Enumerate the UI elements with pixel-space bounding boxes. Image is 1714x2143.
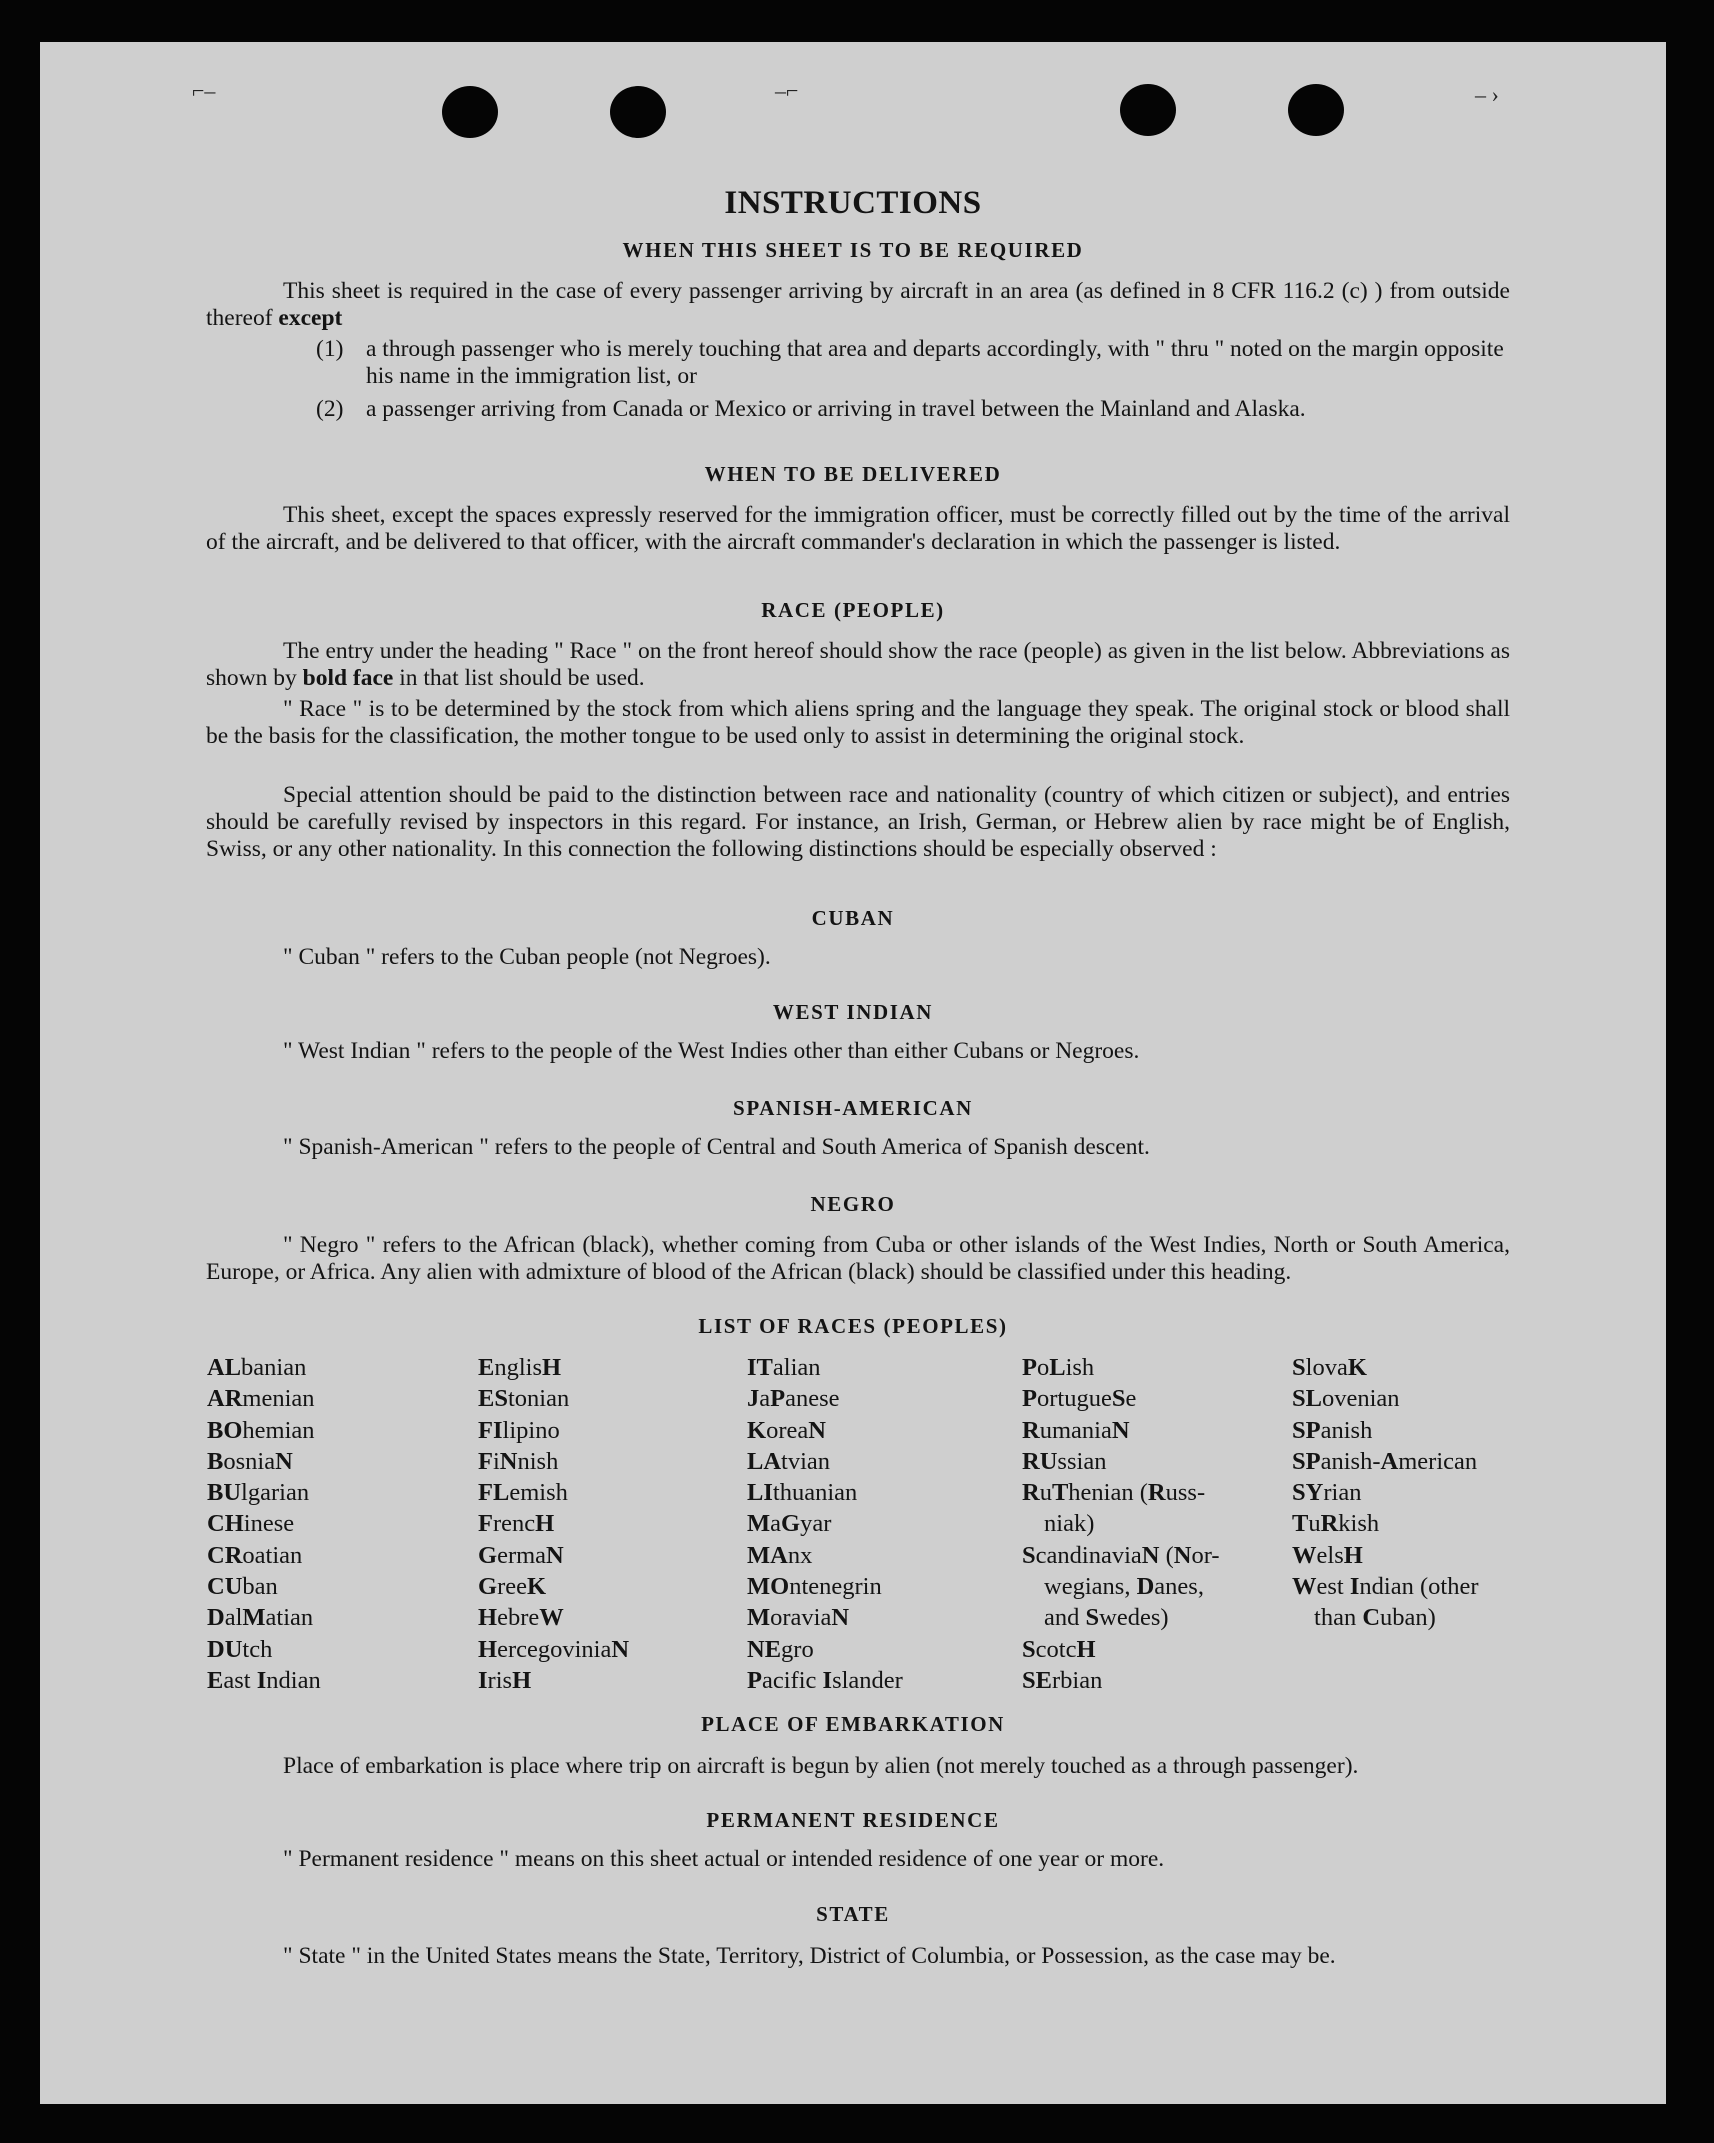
cuban-text: " Cuban " refers to the Cuban people (not Negroes).	[283, 944, 771, 970]
race-entry: niak)	[1044, 1510, 1095, 1538]
punch-hole	[442, 86, 498, 138]
race-entry: JaPanese	[747, 1385, 840, 1413]
spanish-american-text: " Spanish-American " refers to the people of Central and South America of Spanish descent.	[283, 1134, 1150, 1160]
heading-race: RACE (PEOPLE)	[761, 598, 945, 622]
heading-spanish-american: SPANISH-AMERICAN	[733, 1096, 973, 1120]
race-entry: NEgro	[747, 1635, 814, 1663]
race-paragraph-1: The entry under the heading " Race " on the front hereof should show the race (people) as given in the list below. Abbreviations as shown by bold face in that list should be used.	[206, 638, 1510, 691]
race-entry: RumaniaN	[1022, 1416, 1130, 1444]
embarkation-text: Place of embarkation is place where trip on aircraft is begun by alien (not merely touched as a through passenger).	[283, 1753, 1359, 1779]
race-entry: TuRkish	[1292, 1510, 1380, 1538]
heading-residence: PERMANENT RESIDENCE	[706, 1808, 1000, 1832]
punch-hole	[610, 86, 666, 138]
race-entry: CRoatian	[207, 1541, 303, 1569]
heading-delivered: WHEN TO BE DELIVERED	[704, 462, 1002, 486]
races-column-2	[478, 1352, 629, 1696]
races-column-3	[747, 1352, 903, 1696]
required-intro: This sheet is required in the case of every passenger arriving by aircraft in an area (as defined in 8 CFR 116.2 (c) ) from outside thereof except	[206, 278, 1510, 331]
race-entry: HercegoviniaN	[478, 1635, 630, 1663]
document-sheet	[40, 42, 1666, 2104]
staple-mark: ⌐‒	[192, 78, 216, 103]
race-entry: ARmenian	[207, 1385, 315, 1413]
race-entry: WelsH	[1292, 1541, 1363, 1569]
race-entry: GreeK	[478, 1573, 547, 1601]
race-entry: West Indian (other	[1292, 1573, 1479, 1601]
race-entry: FrencH	[478, 1510, 555, 1538]
race-entry: SLovenian	[1292, 1385, 1400, 1413]
race-entry: than Cuban)	[1314, 1604, 1436, 1632]
page-title: INSTRUCTIONS	[724, 185, 982, 221]
race-entry: MAnx	[747, 1541, 813, 1569]
staple-mark: ‒ ›	[1475, 82, 1499, 107]
races-column-4	[1022, 1352, 1220, 1696]
race-entry: DalMatian	[207, 1604, 314, 1632]
race-entry: RUssian	[1022, 1447, 1107, 1475]
race-paragraph-3: Special attention should be paid to the distinction between race and nationality (country of which citizen or subject), and entries should be carefully revised by inspectors in this regard. For instance, an Irish, German, or Hebrew alien by race might be of English, Swiss, or any other nationality. In this connection the following distinctions should be especially observed :	[206, 782, 1510, 862]
heading-cuban: CUBAN	[811, 906, 895, 930]
race-entry: BosniaN	[207, 1447, 293, 1475]
race-entry: and Swedes)	[1044, 1604, 1169, 1632]
race-entry: MoraviaN	[747, 1604, 850, 1632]
race-entry: ScotcH	[1022, 1635, 1096, 1663]
race-entry: IrisH	[478, 1666, 532, 1694]
races-column-1	[207, 1352, 321, 1696]
delivered-text: This sheet, except the spaces expressly reserved for the immigration officer, must be correctly filled out by the time of the arrival of the aircraft, and be delivered to that officer, with the aircraft commander's declaration in which the passenger is listed.	[206, 502, 1510, 555]
race-entry: EStonian	[478, 1385, 570, 1413]
negro-text: " Negro " refers to the African (black), whether coming from Cuba or other islands of the West Indies, North or South America, Europe, or Africa. Any alien with admixture of blood of the African (black) should be classified under this heading.	[206, 1232, 1510, 1285]
heading-west-indian: WEST INDIAN	[772, 1000, 934, 1024]
race-entry: MOntenegrin	[747, 1573, 882, 1601]
races-column-5	[1292, 1352, 1479, 1634]
heading-state: STATE	[816, 1902, 890, 1926]
west-indian-text: " West Indian " refers to the people of the West Indies other than either Cubans or Negroes.	[283, 1038, 1140, 1064]
staple-mark: ‒⌐	[775, 78, 799, 103]
race-paragraph-2: " Race " is to be determined by the stock from which aliens spring and the language they speak. The original stock or blood shall be the basis for the classification, the mother tongue to be used only to assist in determining the original stock.	[206, 696, 1510, 749]
residence-text: " Permanent residence " means on this sheet actual or intended residence of one year or more.	[283, 1846, 1165, 1872]
race-entry: CHinese	[207, 1510, 295, 1538]
state-text: " State " in the United States means the State, Territory, District of Columbia, or Possession, as the case may be.	[283, 1943, 1336, 1969]
race-entry: Pacific Islander	[747, 1666, 903, 1694]
heading-required: WHEN THIS SHEET IS TO BE REQUIRED	[622, 238, 1084, 262]
race-entry: East Indian	[207, 1666, 321, 1694]
race-entry: PoLish	[1022, 1354, 1095, 1381]
race-entry: wegians, Danes,	[1044, 1573, 1204, 1601]
race-entry: SPanish	[1292, 1416, 1373, 1444]
race-entry: MaGyar	[747, 1510, 832, 1538]
race-entry: SlovaK	[1292, 1354, 1367, 1381]
race-entry: SYrian	[1292, 1479, 1362, 1507]
race-entry: KoreaN	[747, 1416, 826, 1444]
race-entry: SPanish-American	[1292, 1447, 1478, 1475]
race-entry: ITalian	[747, 1354, 821, 1381]
race-entry: EnglisH	[478, 1354, 562, 1381]
heading-list-of-races: LIST OF RACES (PEOPLES)	[698, 1314, 1008, 1338]
race-entry: ALbanian	[207, 1354, 307, 1381]
race-entry: CUban	[207, 1573, 278, 1601]
race-entry: BUlgarian	[207, 1479, 310, 1507]
race-entry: LAtvian	[747, 1447, 831, 1475]
exception-item-1: (1) a through passenger who is merely touching that area and departs accordingly, with " thru " noted on the margin opposite his name in the immigration list, or	[316, 336, 1504, 389]
race-entry: HebreW	[478, 1604, 564, 1632]
race-entry: GermaN	[478, 1541, 564, 1569]
heading-embarkation: PLACE OF EMBARKATION	[701, 1712, 1005, 1736]
race-entry: BOhemian	[207, 1416, 315, 1444]
punch-hole	[1288, 84, 1344, 136]
race-entry: RuThenian (Russ-	[1022, 1479, 1206, 1507]
punch-hole	[1120, 84, 1176, 136]
race-entry: FIlipino	[478, 1416, 560, 1444]
race-entry: PortugueSe	[1022, 1385, 1137, 1413]
race-entry: LIthuanian	[747, 1479, 858, 1507]
race-entry: ScandinaviaN (Nor-	[1022, 1541, 1220, 1569]
exception-item-2: (2) a passenger arriving from Canada or Mexico or arriving in travel between the Mainland and Alaska.	[316, 396, 1306, 422]
race-entry: SErbian	[1022, 1666, 1103, 1694]
race-entry: FiNnish	[478, 1447, 559, 1475]
race-entry: DUtch	[207, 1635, 273, 1663]
race-entry: FLemish	[478, 1479, 568, 1507]
heading-negro: NEGRO	[810, 1192, 896, 1216]
